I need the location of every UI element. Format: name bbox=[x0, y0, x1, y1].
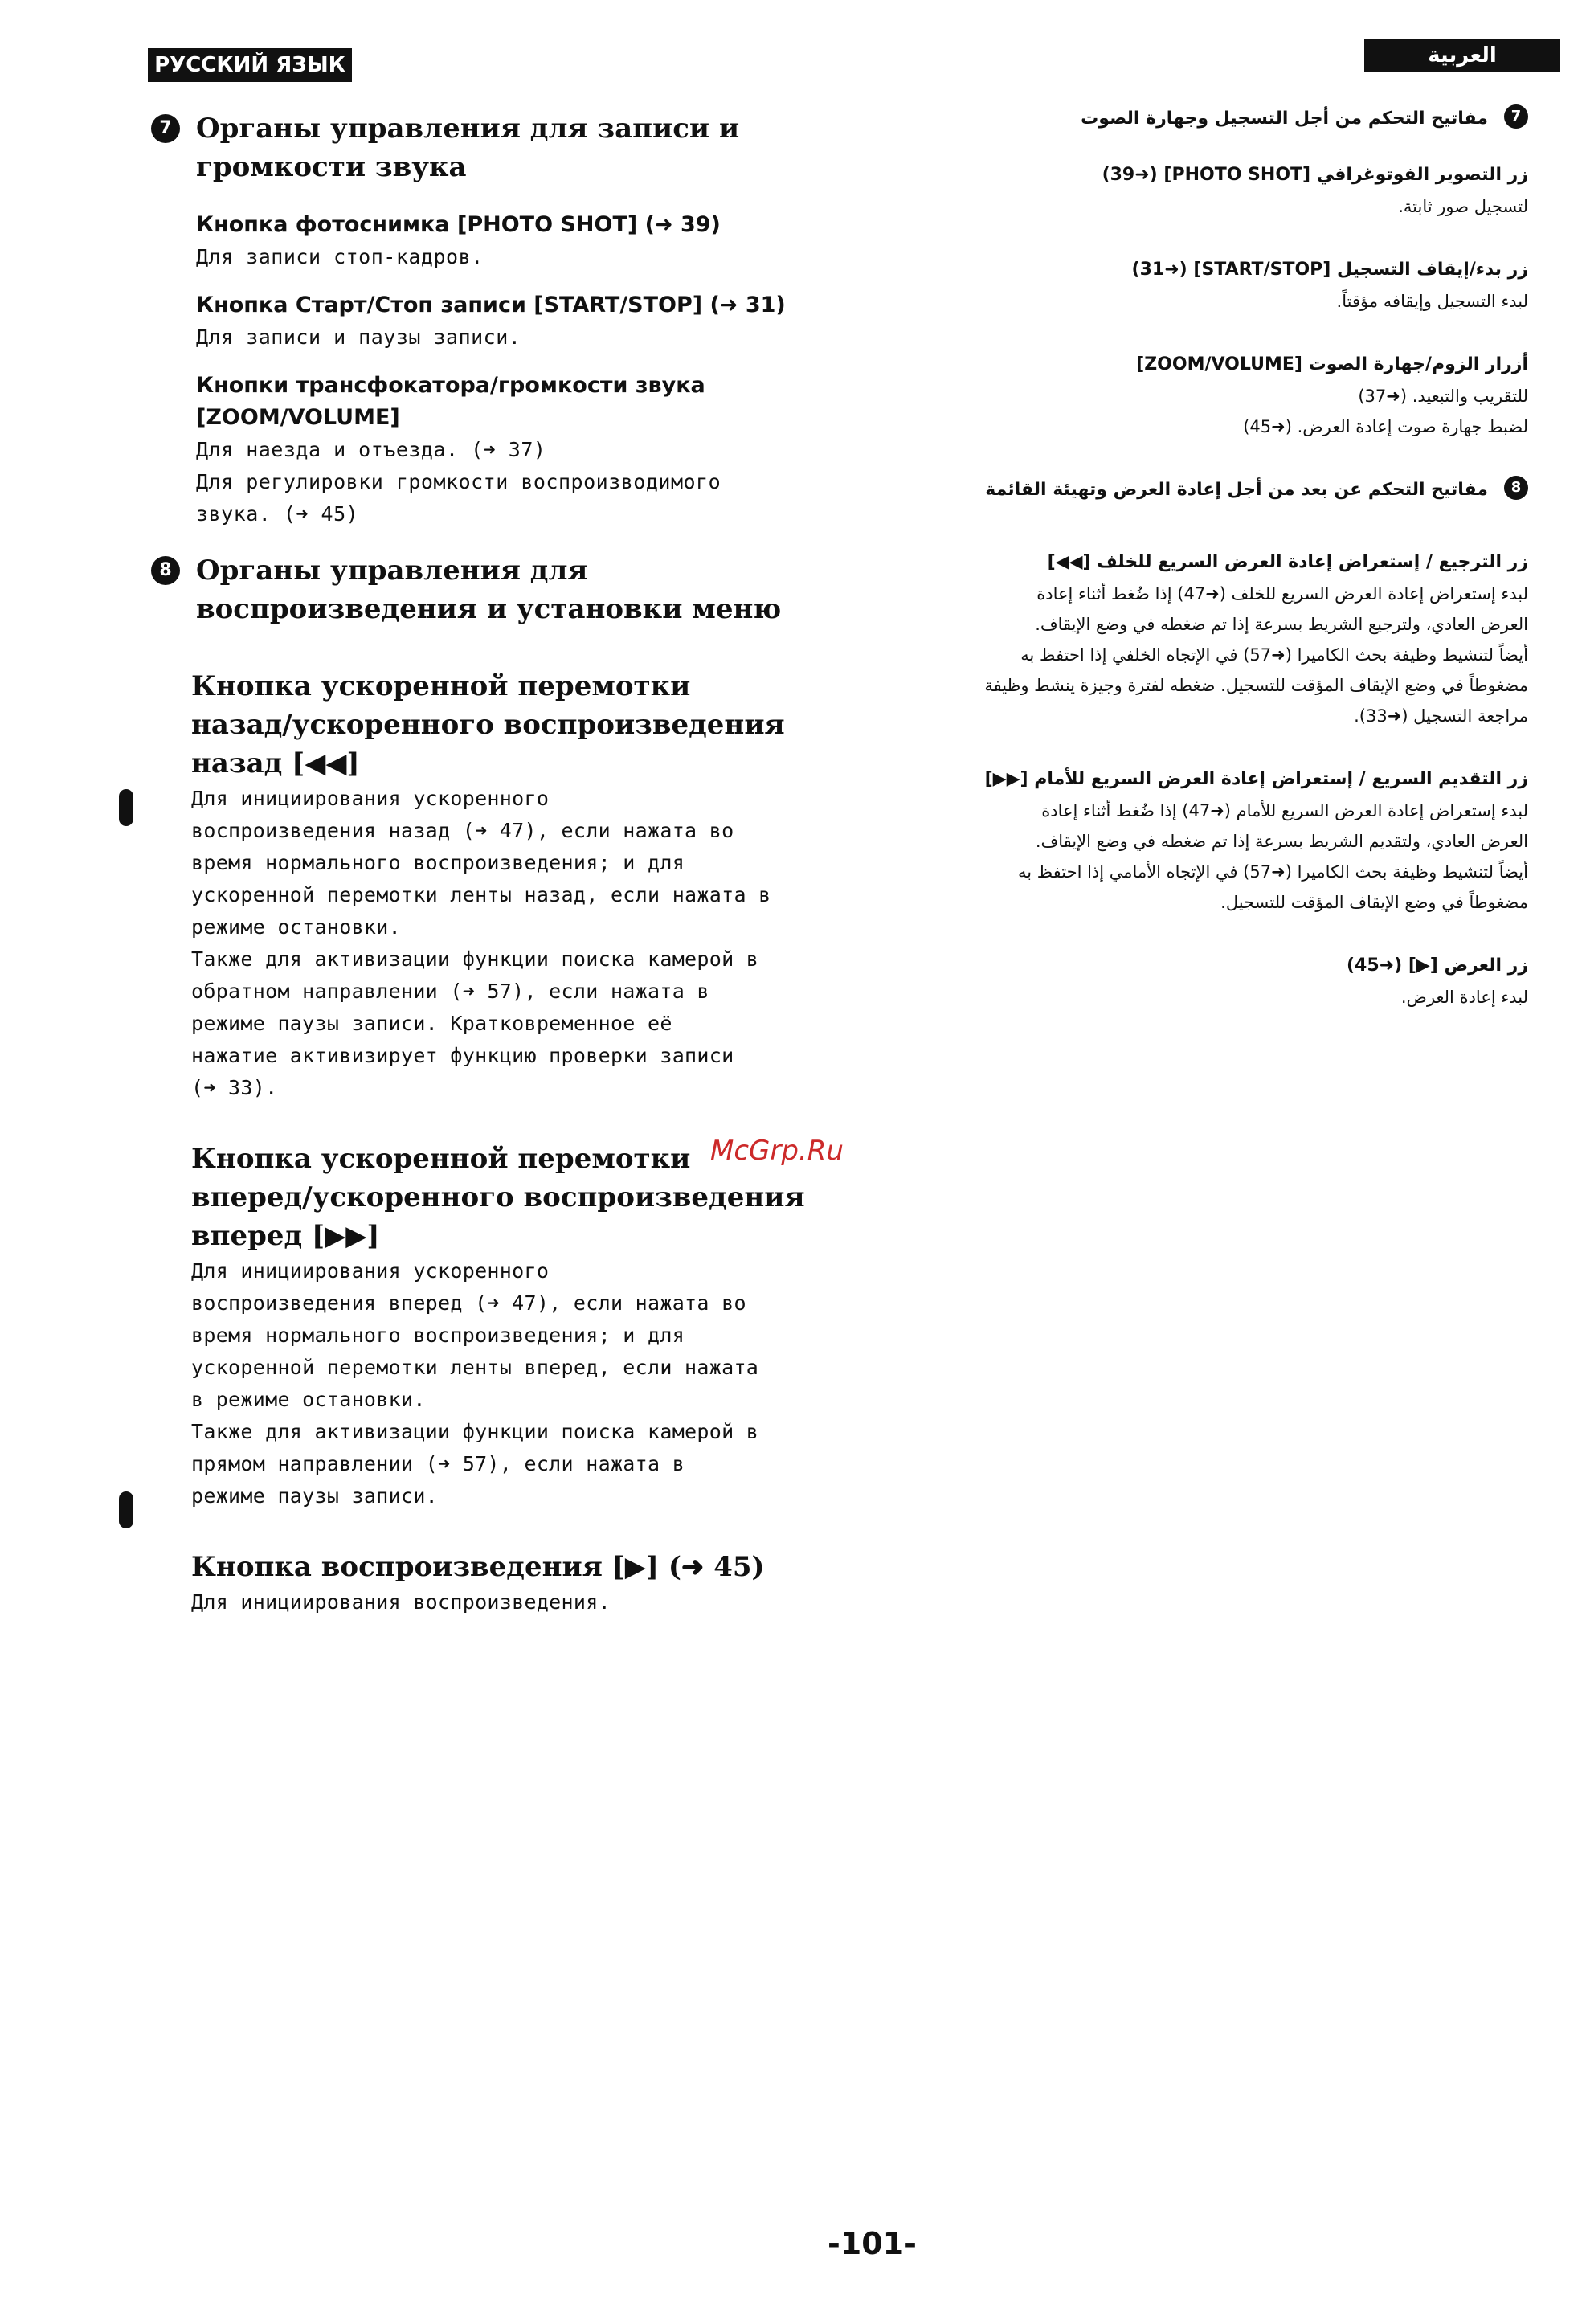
item-desc: ускоренной перемотки ленты назад, если нажата в bbox=[191, 883, 771, 906]
item-title: Кнопка фотоснимка [PHOTO SHOT] (➜ 39) bbox=[196, 212, 721, 237]
item-desc: режиме паузы записи. Кратковременное её bbox=[191, 1012, 672, 1035]
section-number-badge: 8 bbox=[151, 556, 180, 585]
heading-line: Органы управления для bbox=[196, 554, 588, 587]
item-desc: в режиме остановки. bbox=[191, 1388, 426, 1411]
heading-text: مفاتيح التحكم من أجل التسجيل وجهارة الصوت bbox=[1081, 108, 1488, 129]
page-number: -101- bbox=[828, 2226, 917, 2261]
item-title: زر العرض [▶] (➜45) bbox=[1346, 955, 1528, 976]
item-desc: нажатие активизирует функцию проверки записи bbox=[191, 1044, 734, 1067]
heading-line: Органы управления для записи и bbox=[196, 113, 740, 145]
item-desc: العرض العادي، ولتقديم الشريط بسرعة إذا تم ضغطه في وضع الإيقاف. bbox=[1035, 832, 1528, 851]
item-desc: (➜ 33). bbox=[191, 1076, 278, 1099]
item-desc: مراجعة التسجيل (➜33). bbox=[1354, 706, 1528, 726]
item-desc: مضغوطاً في وضع الإيقاف المؤقت للتسجيل. ضغطه لفترة وجيزة ينشط وظيفة bbox=[984, 676, 1528, 695]
arabic-section-7-heading bbox=[892, 103, 1528, 135]
item-desc: أيضاً لتنشيط وظيفة بحث الكاميرا (➜57) في الإتجاه الأمامي إذا احتفظ به bbox=[1017, 862, 1528, 882]
arabic-item-zoom-volume bbox=[892, 349, 1528, 442]
item-zoom-volume bbox=[196, 370, 847, 530]
watermark-text: McGrp.Ru bbox=[710, 1135, 844, 1167]
russian-column bbox=[148, 109, 847, 1618]
item-desc: لبدء إستعراض إعادة العرض السريع للأمام (➜47) إذا ضُغط أثناء إعادة bbox=[1041, 801, 1528, 820]
item-desc: режиме паузы записи. bbox=[191, 1484, 439, 1508]
item-title: Кнопка ускоренной перемотки bbox=[191, 1143, 691, 1175]
heading-line: громкости звука bbox=[196, 151, 467, 183]
item-desc: لتسجيل صور ثابتة. bbox=[1398, 197, 1528, 216]
item-desc: العرض العادي، ولترجيع الشريط بسرعة إذا تم ضغطه في وضع الإيقاف. bbox=[1035, 615, 1528, 634]
section-number-badge: 8 bbox=[1504, 476, 1528, 500]
binder-hole-mark bbox=[119, 1491, 133, 1528]
arabic-section-8-heading bbox=[892, 474, 1528, 506]
item-desc: ускоренной перемотки ленты вперед, если нажата bbox=[191, 1356, 759, 1379]
item-desc: لبدء التسجيل وإيقافه مؤقتاً. bbox=[1336, 292, 1528, 311]
heading-text: مفاتيح التحكم عن بعد من أجل إعادة العرض وتهيئة القائمة bbox=[985, 480, 1488, 500]
item-title: Кнопка воспроизведения [▶] (➜ 45) bbox=[191, 1551, 765, 1583]
item-start-stop bbox=[196, 289, 847, 354]
section-number-badge: 7 bbox=[1504, 104, 1528, 129]
item-desc: режиме остановки. bbox=[191, 915, 401, 939]
arabic-item-start-stop bbox=[892, 254, 1528, 317]
item-desc: прямом направлении (➜ 57), если нажата в bbox=[191, 1452, 685, 1475]
item-title: زر التصوير الفوتوغرافي [PHOTO SHOT] (➜39) bbox=[1102, 165, 1528, 185]
item-desc: للتقريب والتبعيد. (➜37) bbox=[1358, 387, 1528, 406]
item-desc: Также для активизации функции поиска камерой в bbox=[191, 947, 759, 971]
item-desc: время нормального воспроизведения; и для bbox=[191, 1324, 685, 1347]
item-desc: воспроизведения назад (➜ 47), если нажата во bbox=[191, 819, 734, 842]
arabic-item-fast-forward bbox=[892, 763, 1528, 918]
item-desc: Для записи стоп-кадров. bbox=[196, 245, 484, 268]
item-fast-forward bbox=[191, 1139, 847, 1512]
item-desc: Для инициирования ускоренного bbox=[191, 787, 550, 810]
arabic-column bbox=[892, 103, 1528, 1013]
binder-hole-mark bbox=[119, 789, 133, 826]
item-title: вперед/ускоренного воспроизведения bbox=[191, 1181, 805, 1213]
item-title: назад [◀◀] bbox=[191, 747, 360, 779]
item-title: Кнопка Старт/Стоп записи [START/STOP] (➜ 31) bbox=[196, 293, 786, 317]
item-title: زر الترجيع / إستعراض إعادة العرض السريع للخلف [◀◀] bbox=[1047, 552, 1528, 572]
item-desc: لبدء إعادة العرض. bbox=[1400, 988, 1528, 1007]
item-title: назад/ускоренного воспроизведения bbox=[191, 709, 785, 741]
heading-line: воспроизведения и установки меню bbox=[196, 593, 782, 625]
item-title: أزرار الزوم/جهارة الصوت [ZOOM/VOLUME] bbox=[1136, 354, 1528, 374]
item-desc: لبدء إستعراض إعادة العرض السريع للخلف (➜47) إذا ضُغط أثناء إعادة bbox=[1036, 584, 1528, 604]
item-photo-shot bbox=[196, 209, 847, 273]
item-title: Кнопки трансфокатора/громкости звука bbox=[196, 373, 705, 398]
item-title: вперед [▶▶] bbox=[191, 1220, 380, 1252]
item-title: زر بدء/إيقاف التسجيل [START/STOP] (➜31) bbox=[1131, 260, 1528, 280]
item-desc: أيضاً لتنشيط وظيفة بحث الكاميرا (➜57) في الإتجاه الخلفي إذا احتفظ به bbox=[1020, 645, 1528, 665]
item-desc: обратном направлении (➜ 57), если нажата в bbox=[191, 980, 709, 1003]
item-desc: مضغوطاً في وضع الإيقاف المؤقت للتسجيل. bbox=[1220, 893, 1528, 912]
item-desc: لضبط جهارة صوت إعادة العرض. (➜45) bbox=[1243, 417, 1528, 436]
item-desc: время нормального воспроизведения; и для bbox=[191, 851, 685, 874]
item-desc: Для наезда и отъезда. (➜ 37) bbox=[196, 438, 546, 461]
item-desc: Для регулировки громкости воспроизводимого bbox=[196, 470, 721, 493]
item-play bbox=[191, 1548, 847, 1618]
item-title: زر التقديم السريع / إستعراض إعادة العرض السريع للأمام [▶▶] bbox=[984, 769, 1528, 789]
arabic-item-rewind bbox=[892, 546, 1528, 731]
arabic-item-play bbox=[892, 950, 1528, 1013]
item-desc: Также для активизации функции поиска камерой в bbox=[191, 1420, 759, 1443]
item-title: [ZOOM/VOLUME] bbox=[196, 405, 400, 430]
russian-language-tag: РУССКИЙ ЯЗЫК bbox=[148, 48, 352, 82]
item-desc: воспроизведения вперед (➜ 47), если нажата во bbox=[191, 1291, 746, 1315]
item-desc: звука. (➜ 45) bbox=[196, 502, 359, 526]
item-desc: Для инициирования воспроизведения. bbox=[191, 1590, 611, 1614]
item-desc: Для записи и паузы записи. bbox=[196, 325, 521, 349]
section-8-heading bbox=[148, 551, 847, 628]
arabic-item-photo-shot bbox=[892, 159, 1528, 222]
section-7-heading bbox=[148, 109, 847, 186]
item-rewind bbox=[191, 667, 847, 1104]
item-title: Кнопка ускоренной перемотки bbox=[191, 670, 691, 702]
arabic-language-tag: العربية bbox=[1364, 39, 1560, 72]
item-desc: Для инициирования ускоренного bbox=[191, 1259, 550, 1283]
section-number-badge: 7 bbox=[151, 114, 180, 143]
